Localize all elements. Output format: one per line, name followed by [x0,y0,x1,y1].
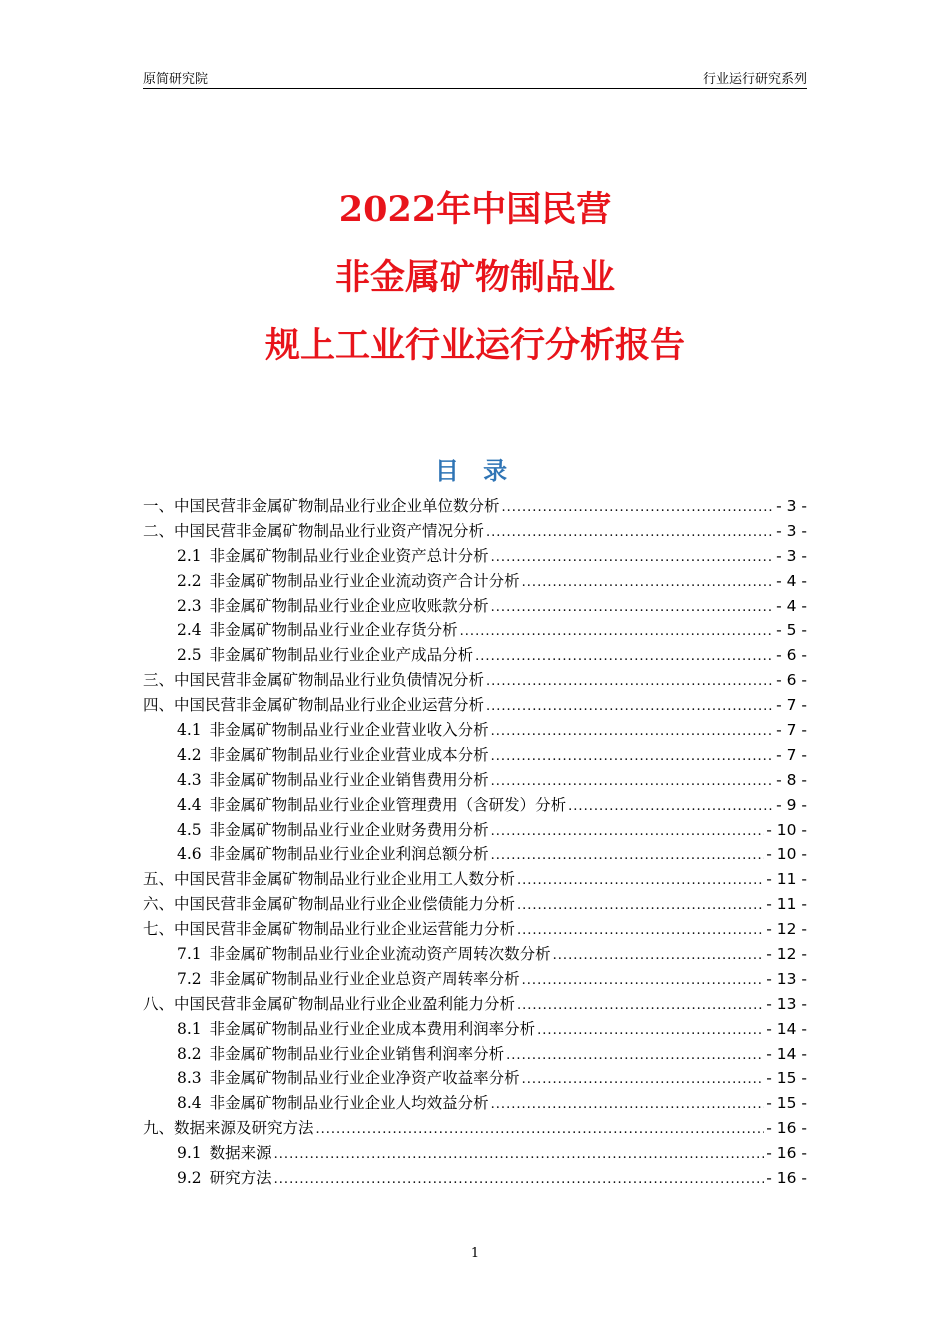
toc-entry-number: 2.4 [177,621,202,640]
toc-entry[interactable] [143,768,807,793]
toc-dot-leader [274,1168,765,1193]
toc-entry-title: 八、中国民营非金属矿物制品业行业企业盈利能力分析 [143,994,516,1013]
toc-entry-page: - 11 - [766,895,807,914]
toc-entry[interactable] [143,793,807,818]
toc-entry-title: 非金属矿物制品业行业企业流动资产合计分析 [209,571,520,590]
toc-dot-leader [506,1044,764,1069]
page-number: 1 [470,1246,480,1261]
toc-entry[interactable] [143,618,807,643]
toc-entry-number: 2.3 [177,596,202,615]
toc-entry-page: - 3 - [776,521,807,540]
toc-dot-leader [274,1143,765,1168]
toc-entry-title: 二、中国民营非金属矿物制品业行业资产情况分析 [143,521,485,540]
toc-entry-title: 非金属矿物制品业行业企业流动资产周转次数分析 [209,945,551,964]
toc-dot-leader [491,745,774,770]
toc-entry-page: - 7 - [776,745,807,764]
toc-entry-title: 非金属矿物制品业行业企业资产总计分析 [209,546,489,565]
toc-entry-number: 8.1 [177,1019,202,1038]
toc-entry-number: 4.4 [177,795,202,814]
toc-entry[interactable] [143,1066,807,1091]
toc-entry[interactable] [143,842,807,867]
toc-entry-page: - 4 - [776,596,807,615]
toc-entry[interactable] [143,967,807,992]
toc-entry-title: 非金属矿物制品业行业企业人均效益分析 [209,1094,489,1113]
toc-entry-number: 4.6 [177,845,202,864]
toc-entry-page: - 6 - [776,671,807,690]
toc-dot-leader [517,894,764,919]
toc-entry-page: - 3 - [776,497,807,515]
toc-entry-number: 2.2 [177,571,202,590]
toc-entry[interactable] [143,668,807,693]
toc-entry-number: 8.4 [177,1094,202,1113]
toc-entry[interactable] [143,1042,807,1067]
report-title [0,176,950,380]
toc-entry-page: - 11 - [766,870,807,889]
toc-entry-page: - 7 - [776,696,807,715]
toc-entry-title: 非金属矿物制品业行业企业财务费用分析 [209,820,489,839]
toc-entry-page: - 16 - [766,1169,807,1188]
toc-entry[interactable] [143,494,807,519]
toc-entry[interactable] [143,1017,807,1042]
toc-entry-number: 9.2 [177,1169,202,1188]
toc-entry[interactable] [143,1116,807,1141]
table-of-contents [143,494,807,1191]
toc-entry-number: 2.1 [177,546,202,565]
toc-entry-title: 非金属矿物制品业行业企业营业成本分析 [209,745,489,764]
toc-entry-number: 4.2 [177,745,202,764]
page-header [143,66,807,89]
toc-dot-leader [491,596,774,621]
toc-entry-title: 四、中国民营非金属矿物制品业行业企业运营分析 [143,696,485,715]
toc-dot-leader [460,620,774,645]
toc-entry-page: - 16 - [766,1119,807,1138]
toc-entry-page: - 7 - [776,721,807,740]
toc-dot-leader [491,546,774,571]
toc-entry-number: 9.1 [177,1144,202,1163]
report-title-line-1: 2022年中国民营 [338,189,612,230]
toc-entry-title: 非金属矿物制品业行业企业销售利润率分析 [209,1044,505,1063]
toc-entry-page: - 15 - [766,1094,807,1113]
header-series-name: 行业运行研究系列 [702,72,807,87]
toc-dot-leader [491,770,774,795]
toc-entry-number: 8.3 [177,1069,202,1088]
toc-entry-page: - 4 - [776,571,807,590]
toc-entry-number: 2.5 [177,646,202,665]
toc-entry[interactable] [143,1166,807,1191]
toc-entry-title: 三、中国民营非金属矿物制品业行业负债情况分析 [143,671,485,690]
toc-entry-title: 非金属矿物制品业行业企业成本费用利润率分析 [209,1019,536,1038]
toc-entry-title: 非金属矿物制品业行业企业管理费用（含研发）分析 [209,795,567,814]
toc-entry-title: 非金属矿物制品业行业企业存货分析 [209,621,458,640]
toc-dot-leader [522,1068,765,1093]
toc-entry-page: - 13 - [766,994,807,1013]
toc-entry-page: - 14 - [766,1019,807,1038]
toc-entry-page: - 14 - [766,1044,807,1063]
toc-entry-title: 非金属矿物制品业行业企业应收账款分析 [209,596,489,615]
toc-entry-number: 8.2 [177,1044,202,1063]
toc-entry-title: 五、中国民营非金属矿物制品业行业企业用工人数分析 [143,870,516,889]
toc-entry-title: 非金属矿物制品业行业企业产成品分析 [209,646,474,665]
toc-dot-leader [475,645,774,670]
toc-dot-leader [522,571,774,596]
toc-entry[interactable] [143,569,807,594]
toc-entry[interactable] [143,1091,807,1116]
toc-entry-page: - 15 - [766,1069,807,1088]
toc-entry[interactable] [143,693,807,718]
toc-entry-page: - 9 - [776,795,807,814]
toc-entry-title: 非金属矿物制品业行业企业营业收入分析 [209,721,489,740]
toc-dot-leader [517,869,764,894]
toc-entry[interactable] [143,942,807,967]
toc-dot-leader [316,1118,765,1143]
toc-entry-title: 非金属矿物制品业行业企业净资产收益率分析 [209,1069,520,1088]
toc-entry[interactable] [143,594,807,619]
toc-entry[interactable] [143,718,807,743]
toc-entry-title: 研究方法 [209,1169,272,1188]
toc-dot-leader [553,944,765,969]
toc-entry[interactable] [143,743,807,768]
toc-entry-title: 非金属矿物制品业行业企业销售费用分析 [209,770,489,789]
toc-dot-leader [486,521,774,546]
report-title-line-2: 非金属矿物制品业 [334,257,615,298]
toc-dot-leader [491,720,774,745]
toc-entry-number: 7.1 [177,945,202,964]
toc-dot-leader [491,1093,765,1118]
toc-entry-number: 4.1 [177,721,202,740]
toc-dot-leader [502,496,775,521]
toc-entry[interactable] [143,917,807,942]
toc-entry-page: - 12 - [766,945,807,964]
toc-entry[interactable] [143,867,807,892]
report-title-line-3: 规上工业行业运行分析报告 [264,325,685,366]
toc-entry-page: - 3 - [776,546,807,565]
toc-entry[interactable] [143,544,807,569]
toc-dot-leader [537,1019,764,1044]
toc-entry-page: - 6 - [776,646,807,665]
toc-entry-page: - 12 - [766,920,807,939]
toc-entry-number: 7.2 [177,969,202,988]
toc-entry-title: 六、中国民营非金属矿物制品业行业企业偿债能力分析 [143,895,516,914]
toc-entry-page: - 13 - [766,969,807,988]
toc-entry[interactable] [143,643,807,668]
toc-dot-leader [486,670,774,695]
toc-dot-leader [517,919,764,944]
toc-entry-title: 非金属矿物制品业行业企业利润总额分析 [209,845,489,864]
header-organization: 原简研究院 [143,72,209,87]
toc-entry-page: - 16 - [766,1144,807,1163]
toc-entry-page: - 8 - [776,770,807,789]
toc-entry-number: 4.5 [177,820,202,839]
toc-entry-number: 4.3 [177,770,202,789]
toc-entry[interactable] [143,519,807,544]
toc-entry-title: 九、数据来源及研究方法 [143,1119,314,1138]
toc-entry[interactable] [143,1141,807,1166]
toc-entry-page: - 10 - [766,845,807,864]
toc-entry-title: 非金属矿物制品业行业企业总资产周转率分析 [209,969,520,988]
toc-dot-leader [491,844,765,869]
toc-entry-title: 一、中国民营非金属矿物制品业行业企业单位数分析 [143,497,500,515]
toc-entry-title: 七、中国民营非金属矿物制品业行业企业运营能力分析 [143,920,516,939]
toc-dot-leader [517,994,764,1019]
toc-entry[interactable] [143,992,807,1017]
toc-heading: 目 录 [434,457,516,485]
toc-entry-title: 数据来源 [209,1144,272,1163]
toc-entry[interactable] [143,818,807,843]
toc-dot-leader [491,820,765,845]
toc-entry-page: - 10 - [766,820,807,839]
toc-dot-leader [522,969,765,994]
toc-entry-page: - 5 - [776,621,807,640]
toc-entry[interactable] [143,892,807,917]
toc-dot-leader [486,695,774,720]
toc-dot-leader [568,795,774,820]
